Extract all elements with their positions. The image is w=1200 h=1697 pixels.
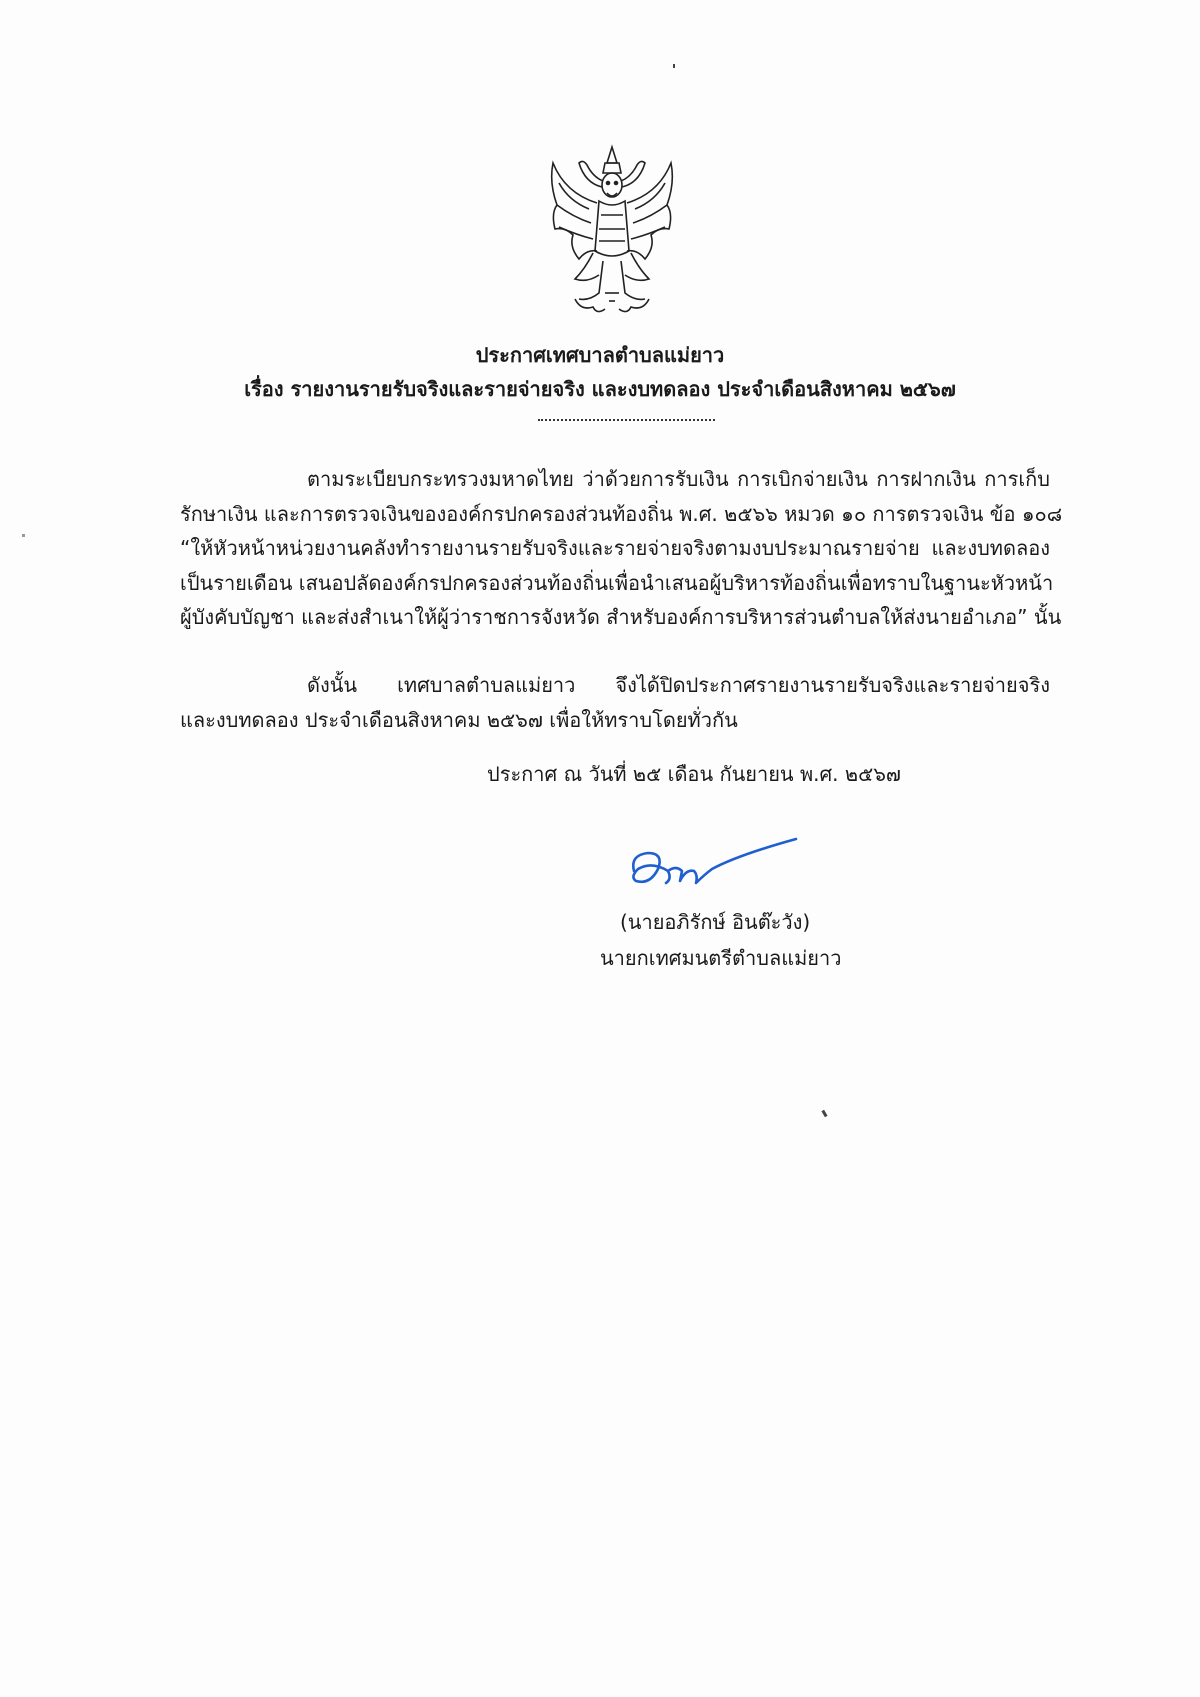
paragraph-line: เป็นรายเดือน เสนอปลัดองค์กรปกครองส่วนท้องถิ่นเพื่อนำเสนอผู้บริหารท้องถิ่นเพื่อทราบในฐานะหัวหน้า [180, 570, 1054, 595]
announcement-title: ประกาศเทศบาลตำบลแม่ยาว [475, 343, 725, 367]
announcement-subject: เรื่อง รายงานรายรับจริงและรายจ่ายจริง และงบทดลอง ประจำเดือนสิงหาคม ๒๕๖๗ [244, 377, 956, 401]
paragraph-line: ผู้บังคับบัญชา และส่งสำเนาให้ผู้ว่าราชการจังหวัด สำหรับองค์การบริหารส่วนตำบลให้ส่งนายอำเภอ” นั้น [180, 605, 1062, 629]
paragraph-line: รักษาเงิน และการตรวจเงินขององค์กรปกครองส่วนท้องถิ่น พ.ศ. ๒๕๖๖ หมวด ๑๐ การตรวจเงิน ข้อ ๑๐๘ [180, 501, 1063, 526]
body-paragraph-1 [180, 462, 1063, 635]
paragraph-line: “ให้หัวหน้าหน่วยงานคลังทำรายงานรายรับจริงและรายจ่ายจริงตามงบประมาณรายจ่าย และงบทดลอง [180, 536, 1050, 560]
garuda-emblem [545, 143, 680, 318]
scan-speck [821, 1110, 827, 1118]
title-divider [538, 419, 715, 421]
signatory-position: นายกเทศมนตรีตำบลแม่ยาว [600, 946, 842, 970]
paragraph-line: ตามระเบียบกระทรวงมหาดไทย ว่าด้วยการรับเงิน การเบิกจ่ายเงิน การฝากเงิน การเก็บ [307, 467, 1050, 491]
announcement-date: ประกาศ ณ วันที่ ๒๕ เดือน กันยายน พ.ศ. ๒๕๖๗ [487, 762, 901, 786]
announcement-header [0, 338, 1200, 406]
handwritten-signature [628, 835, 798, 905]
scan-speck [673, 64, 675, 68]
scan-speck [22, 534, 25, 537]
signatory-name: (นายอภิรักษ์ อินต๊ะวัง) [620, 910, 811, 934]
paragraph-line: และงบทดลอง ประจำเดือนสิงหาคม ๒๕๖๗ เพื่อให้ทราบโดยทั่วกัน [180, 707, 738, 732]
paragraph-line: ดังนั้น เทศบาลตำบลแม่ยาว จึงได้ปิดประกาศรายงานรายรับจริงและรายจ่ายจริง [307, 673, 1050, 697]
body-paragraph-2 [180, 668, 1050, 737]
